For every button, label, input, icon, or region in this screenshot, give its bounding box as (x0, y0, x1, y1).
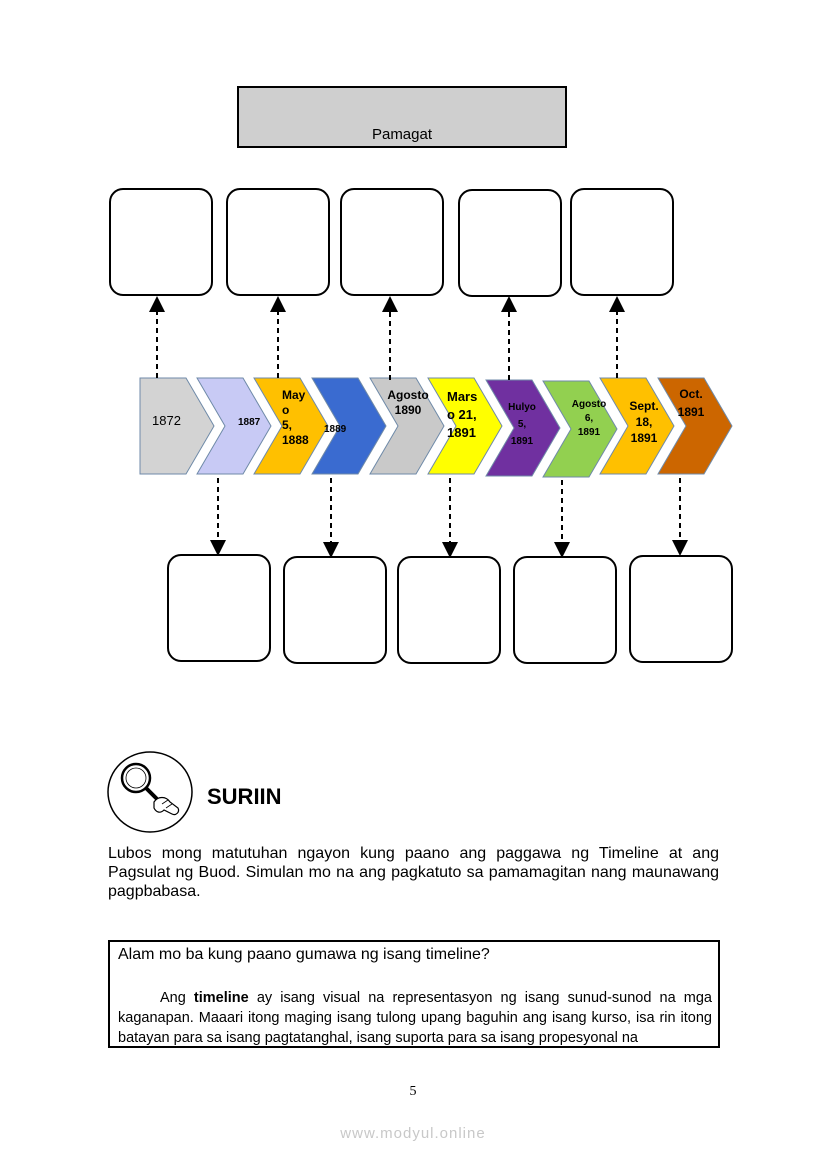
page-number: 5 (409, 1084, 417, 1099)
chevron-label: Agosto 1890 (387, 388, 429, 417)
intro-paragraph: Lubos mong matutuhan ngayon kung paano ang paggawa ng Timeline at ang Pagsulat ng Buod. Simulan mo na ang pagkatuto sa pamamagitan nang maunawang pagpbabasa. (108, 845, 719, 900)
info-box-question: Alam mo ba kung paano gumawa ng isang timeline? (118, 946, 490, 963)
footer-watermark: www.modyul.online (340, 1125, 486, 1142)
chevron-label: Mars o 21, 1891 (447, 389, 478, 440)
chevron-label: Hulyo 5, 1891 (508, 402, 536, 447)
chevron-label: 1889 (324, 424, 347, 435)
chevron-label: 1872 (152, 413, 181, 428)
chevron-label: Sept. 18, 1891 (629, 399, 659, 445)
info-box (108, 940, 720, 1048)
chevron-label: 1887 (238, 417, 261, 428)
magnifying-glass-icon (106, 750, 194, 834)
chevron-label: Agosto 6, 1891 (571, 399, 607, 438)
chevron-label: May o 5, 1888 (282, 388, 309, 447)
title-box-label: Pamagat (371, 126, 433, 143)
section-heading: SURIIN (207, 784, 282, 809)
info-box-paragraph: Ang timeline ay isang visual na representasyon ng isang sunud-sunod na mga kaganapan. Maaari itong maging isang tulong upang baguhin ang isang kurso, isa rin itong batayan para sa isang pagtatanghal, isang suporta para sa isang propesyonal na (118, 990, 712, 1046)
chevron-label: Oct. 1891 (677, 387, 705, 419)
